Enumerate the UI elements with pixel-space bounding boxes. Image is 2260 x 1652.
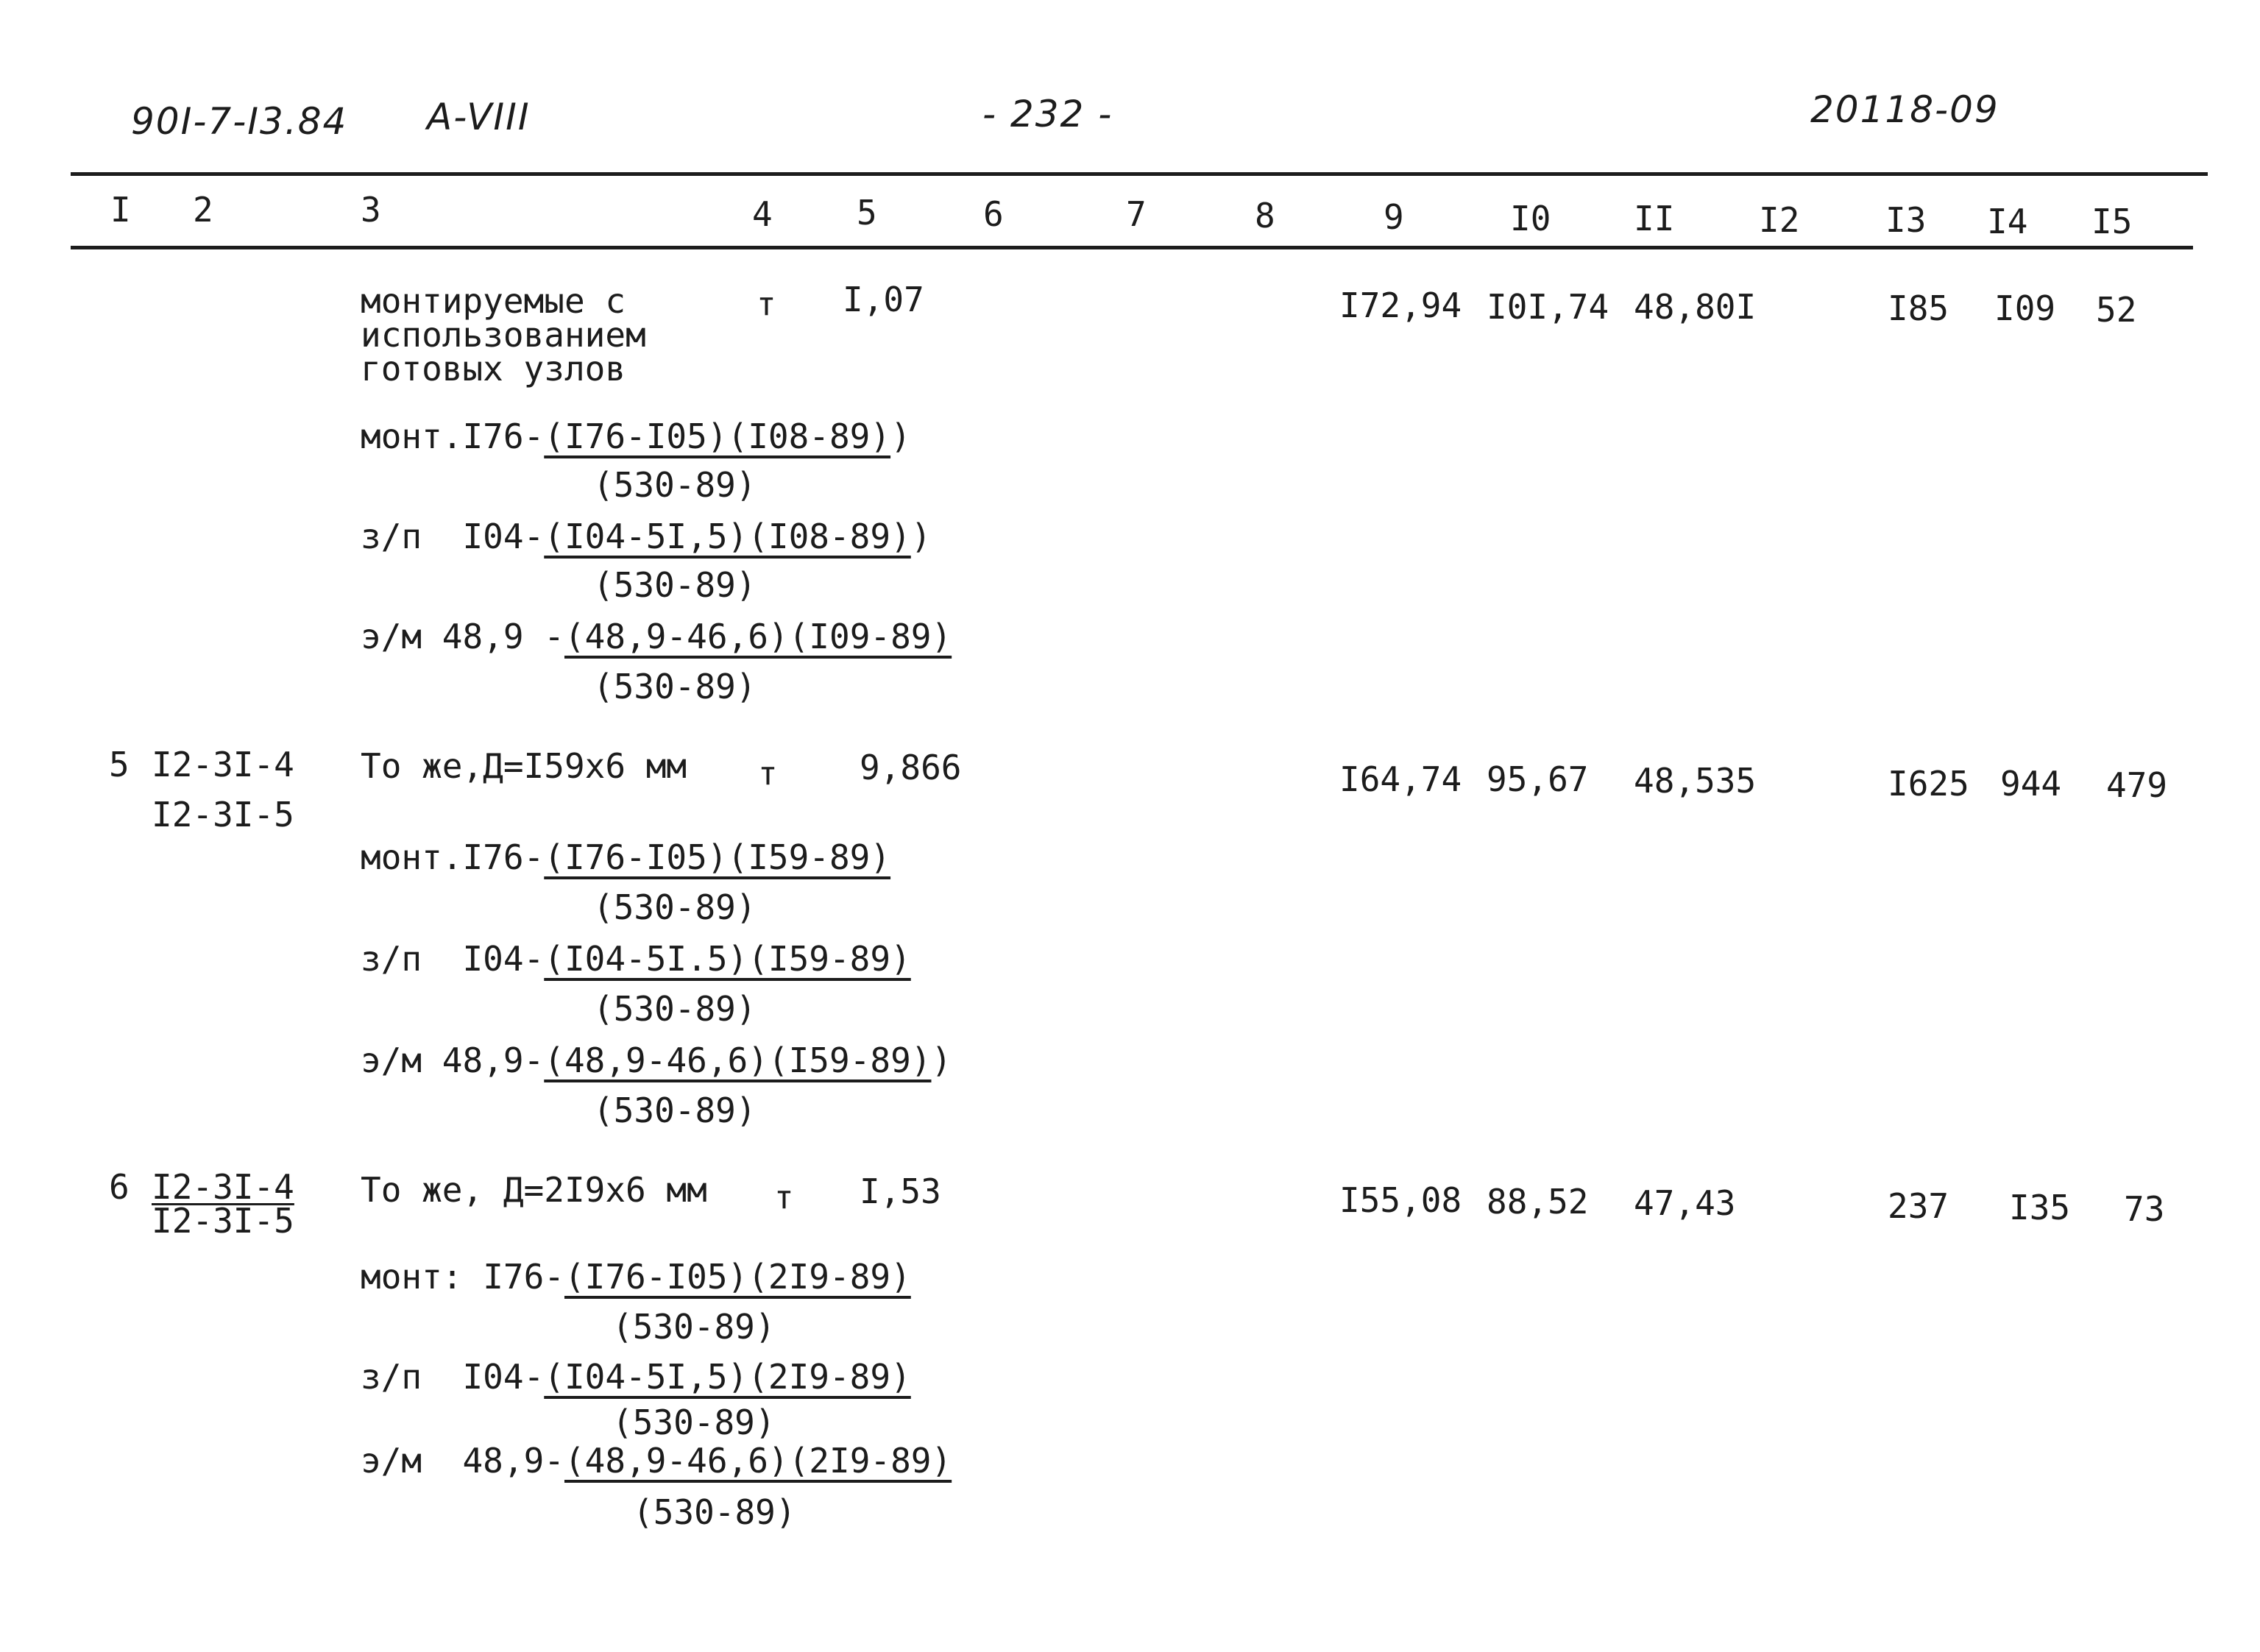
row-col15: 479 <box>2106 765 2168 805</box>
row-col10: 95,67 <box>1487 759 1589 799</box>
formula-base: 48,9- <box>462 1441 564 1481</box>
row-code: I2-3I-4 <box>152 745 294 784</box>
formula-prefix: э/м <box>361 617 422 656</box>
table-header-rule <box>71 246 2193 249</box>
table-top-rule <box>71 172 2208 176</box>
formula-numerator: (I04-5I,5)(I08-89) <box>544 517 911 556</box>
row-col9: I55,08 <box>1339 1180 1462 1220</box>
formula-denominator: (530-89) <box>633 1492 796 1532</box>
row-col13: I625 <box>1888 764 1969 804</box>
formula-prefix: монт. <box>361 416 463 456</box>
row-number: 6 <box>109 1167 130 1207</box>
formula-numerator: (I76-I05)(I59-89) <box>544 837 891 877</box>
formula-prefix: з/п <box>361 1357 422 1397</box>
row-col13: 237 <box>1888 1186 1949 1226</box>
formula-numerator: (I04-5I,5)(2I9-89) <box>544 1357 911 1397</box>
formula-numerator: (48,9-46,6)(2I9-89) <box>564 1441 952 1481</box>
column-header: I <box>110 190 131 230</box>
formula-close: ) <box>931 1041 952 1080</box>
column-header: 3 <box>361 190 381 230</box>
column-header: 5 <box>857 193 877 233</box>
formula-numerator: (I76-I05)(I08-89) <box>544 416 891 456</box>
formula-prefix: монт: <box>361 1257 463 1297</box>
formula-denominator: (530-89) <box>593 1091 757 1130</box>
row-description: То же, Д=2I9x6 мм <box>361 1170 707 1210</box>
row-code: I2-3I-4 <box>152 1167 294 1207</box>
formula-denominator: (530-89) <box>593 465 757 505</box>
doc-code: 90I-7-I3.84 <box>131 100 348 143</box>
formula-prefix: з/п <box>361 517 422 556</box>
row-quantity: 9,866 <box>860 748 962 787</box>
formula-base: I04- <box>462 939 545 979</box>
formula-denominator: (530-89) <box>593 667 757 706</box>
formula-numerator: (48,9-46,6)(I59-89) <box>544 1041 932 1080</box>
formula-base: I04- <box>462 1357 545 1397</box>
formula-close: ) <box>910 517 932 556</box>
formula-prefix: монт. <box>361 837 463 877</box>
row-col10: I0I,74 <box>1487 287 1609 327</box>
row-quantity: I,53 <box>860 1171 941 1211</box>
archive-stamp: 20118-09 <box>1810 88 1999 131</box>
row-col9: I64,74 <box>1339 759 1462 799</box>
formula-numerator: (48,9-46,6)(I09-89) <box>564 617 952 656</box>
row-col13: I85 <box>1888 288 1949 328</box>
column-header: I0 <box>1510 199 1551 238</box>
column-header: 7 <box>1126 194 1147 234</box>
column-header: 2 <box>193 190 213 230</box>
row-unit: т <box>758 755 778 793</box>
row-unit: т <box>774 1179 794 1216</box>
row-code: I2-3I-5 <box>152 1201 294 1241</box>
row-col14: 944 <box>2000 764 2062 804</box>
column-header: I3 <box>1885 200 1927 240</box>
formula-denominator: (530-89) <box>593 989 757 1029</box>
formula-base: I76- <box>462 416 545 456</box>
row-col11: 48,80I <box>1634 287 1757 327</box>
formula-denominator: (530-89) <box>612 1403 776 1442</box>
row-description: То же,Д=I59x6 мм <box>361 746 687 786</box>
row-number: 5 <box>109 745 130 784</box>
column-header: 4 <box>752 194 773 234</box>
column-header: I4 <box>1987 202 2028 241</box>
row-description: использованием <box>361 315 646 355</box>
formula-base: I76- <box>462 837 545 877</box>
row-description: монтируемые с <box>361 281 626 321</box>
formula-base: 48,9- <box>442 1041 545 1080</box>
column-header: 6 <box>983 194 1004 234</box>
album-number: A-VIII <box>427 96 531 138</box>
column-header: I2 <box>1759 200 1800 240</box>
row-col14: I09 <box>1994 288 2056 328</box>
row-col9: I72,94 <box>1339 286 1462 325</box>
formula-denominator: (530-89) <box>612 1307 776 1347</box>
row-unit: т <box>757 286 776 323</box>
formula-close: ) <box>890 416 911 456</box>
formula-base: I76- <box>483 1257 564 1297</box>
row-col15: 52 <box>2096 290 2137 330</box>
column-header: II <box>1634 199 1675 238</box>
formula-numerator: (I04-5I.5)(I59-89) <box>544 939 911 979</box>
row-description: готовых узлов <box>361 349 626 389</box>
formula-denominator: (530-89) <box>593 887 757 927</box>
formula-prefix: э/м <box>361 1441 422 1481</box>
row-col11: 48,535 <box>1634 761 1757 801</box>
formula-prefix: з/п <box>361 939 422 979</box>
row-col14: I35 <box>2009 1188 2071 1227</box>
formula-numerator: (I76-I05)(2I9-89) <box>564 1257 911 1297</box>
formula-prefix: э/м <box>361 1041 422 1080</box>
column-header: 8 <box>1255 196 1275 235</box>
page-number: - 232 - <box>982 93 1113 135</box>
formula-base: 48,9 - <box>442 617 564 656</box>
column-header: 9 <box>1384 197 1404 237</box>
row-col10: 88,52 <box>1487 1182 1589 1222</box>
formula-denominator: (530-89) <box>593 565 757 605</box>
row-code: I2-3I-5 <box>152 795 294 834</box>
formula-base: I04- <box>462 517 545 556</box>
column-header: I5 <box>2091 202 2133 241</box>
row-col11: 47,43 <box>1634 1183 1736 1223</box>
row-col15: 73 <box>2124 1189 2165 1229</box>
row-quantity: I,07 <box>843 280 924 319</box>
